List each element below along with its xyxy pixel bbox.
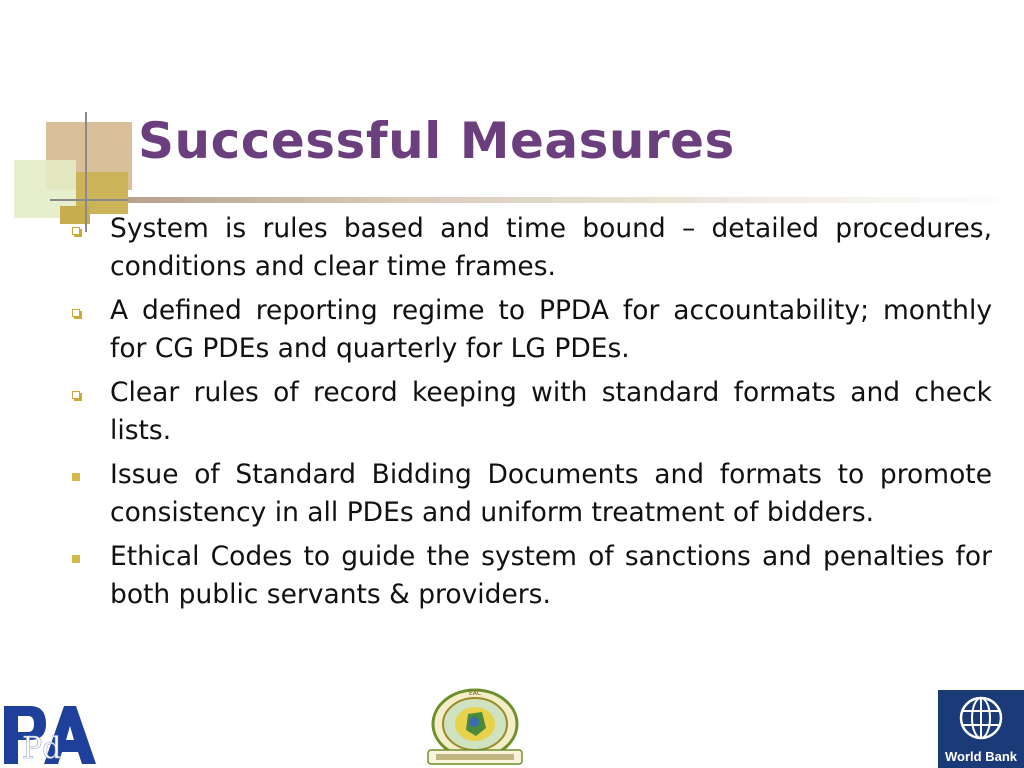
title-underline bbox=[128, 197, 1024, 203]
hollow-square-bullet-icon bbox=[72, 391, 80, 399]
slide-title: Successful Measures bbox=[138, 112, 735, 170]
bullet-text: A defined reporting regime to PPDA for accountability; monthly for CG PDEs and quarterly for LG PDEs. bbox=[110, 295, 992, 364]
hollow-square-bullet-icon bbox=[72, 309, 80, 317]
solid-square-bullet-icon bbox=[72, 555, 80, 563]
eac-emblem-icon bbox=[410, 684, 540, 768]
svg-text:Pd: Pd bbox=[22, 731, 62, 766]
ppda-logo-icon bbox=[0, 694, 100, 768]
list-item bbox=[72, 538, 992, 614]
world-bank-label: World Bank bbox=[945, 749, 1017, 764]
hollow-square-bullet-icon bbox=[72, 227, 80, 235]
bullet-text: Issue of Standard Bidding Documents and formats to promote consistency in all PDEs and uniform treatment of bidders. bbox=[110, 459, 992, 528]
bullet-text: Ethical Codes to guide the system of sanctions and penalties for both public servants & providers. bbox=[110, 541, 992, 610]
list-item bbox=[72, 374, 992, 450]
list-item bbox=[72, 456, 992, 532]
world-bank-logo bbox=[938, 690, 1024, 768]
svg-text:EAC: EAC bbox=[469, 690, 481, 697]
list-item bbox=[72, 210, 992, 286]
solid-square-bullet-icon bbox=[72, 473, 80, 481]
bullet-text: System is rules based and time bound – detailed procedures, conditions and clear time frames. bbox=[110, 213, 992, 282]
bullet-text: Clear rules of record keeping with standard formats and check lists. bbox=[110, 377, 992, 446]
bullet-list bbox=[72, 210, 992, 620]
list-item bbox=[72, 292, 992, 368]
globe-icon bbox=[959, 694, 1003, 742]
